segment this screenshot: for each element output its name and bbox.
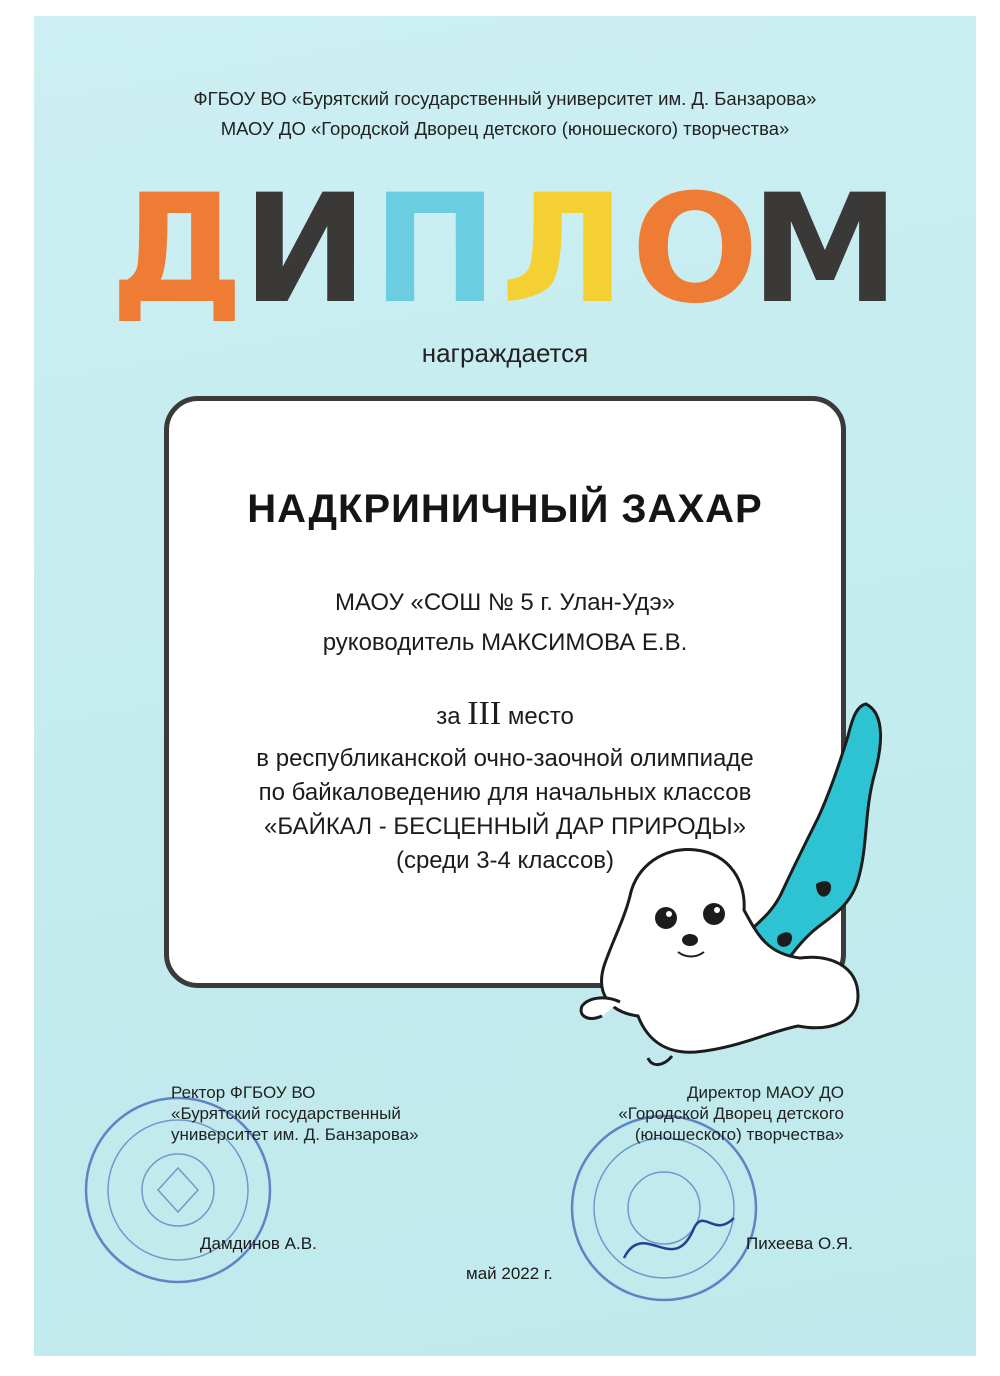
baikal-illustration (568, 696, 908, 1096)
signature-right (618, 1082, 844, 1145)
signature-left-line-3: университет им. Д. Банзарова» (171, 1125, 419, 1144)
place-suffix: место (507, 703, 574, 730)
olympiad-line-1: в республиканской очно-заочной олимпиаде (256, 745, 754, 772)
supervisor: руководитель МАКСИМОВА Е.В. (322, 629, 688, 656)
awarded-text: награждается (421, 338, 589, 368)
signature-right-line-1: Директор МАОУ ДО (686, 1083, 844, 1102)
olympiad-line-2: по байкаловедению для начальных классов (258, 779, 752, 806)
signature-left-name: Дамдинов А.В. (200, 1234, 317, 1253)
title-letter-5: О (631, 176, 759, 321)
signature-left-line-2: «Бурятский государственный (171, 1104, 401, 1123)
title-letter-2: И (242, 176, 368, 321)
signature-left (171, 1082, 419, 1145)
title-letter-6: М (750, 176, 900, 321)
title-letter-4: Л (500, 176, 626, 321)
signature-right-name: Пихеева О.Я. (746, 1234, 853, 1253)
org-line-1: ФГБОУ ВО «Бурятский государственный университет им. Д. Банзарова» (193, 88, 817, 109)
diploma-title (34, 176, 976, 326)
signature-right-line-2: «Городской Дворец детского (618, 1104, 844, 1123)
signature-right-line-3: (юношеского) творчества» (634, 1125, 844, 1144)
issue-date: май 2022 г. (466, 1264, 553, 1283)
olympiad-grades: (среди 3-4 классов) (395, 847, 615, 874)
recipient-name: НАДКРИНИЧНЫЙ ЗАХАР (247, 487, 763, 531)
place-prefix: за (436, 703, 461, 730)
diploma-sheet (34, 16, 976, 1356)
signature-left-line-1: Ректор ФГБОУ ВО (171, 1083, 316, 1102)
title-letter-3: П (372, 176, 498, 321)
diploma-title-svg (105, 176, 905, 321)
olympiad-title: «БАЙКАЛ - БЕСЦЕННЫЙ ДАР ПРИРОДЫ» (263, 813, 746, 840)
org-line-2: МАОУ ДО «Городской Дворец детского (юношеского) творчества» (220, 118, 790, 139)
place-number: III (467, 695, 502, 732)
title-letter-1: Д (110, 176, 244, 321)
school-name: МАОУ «СОШ № 5 г. Улан-Удэ» (334, 589, 676, 616)
